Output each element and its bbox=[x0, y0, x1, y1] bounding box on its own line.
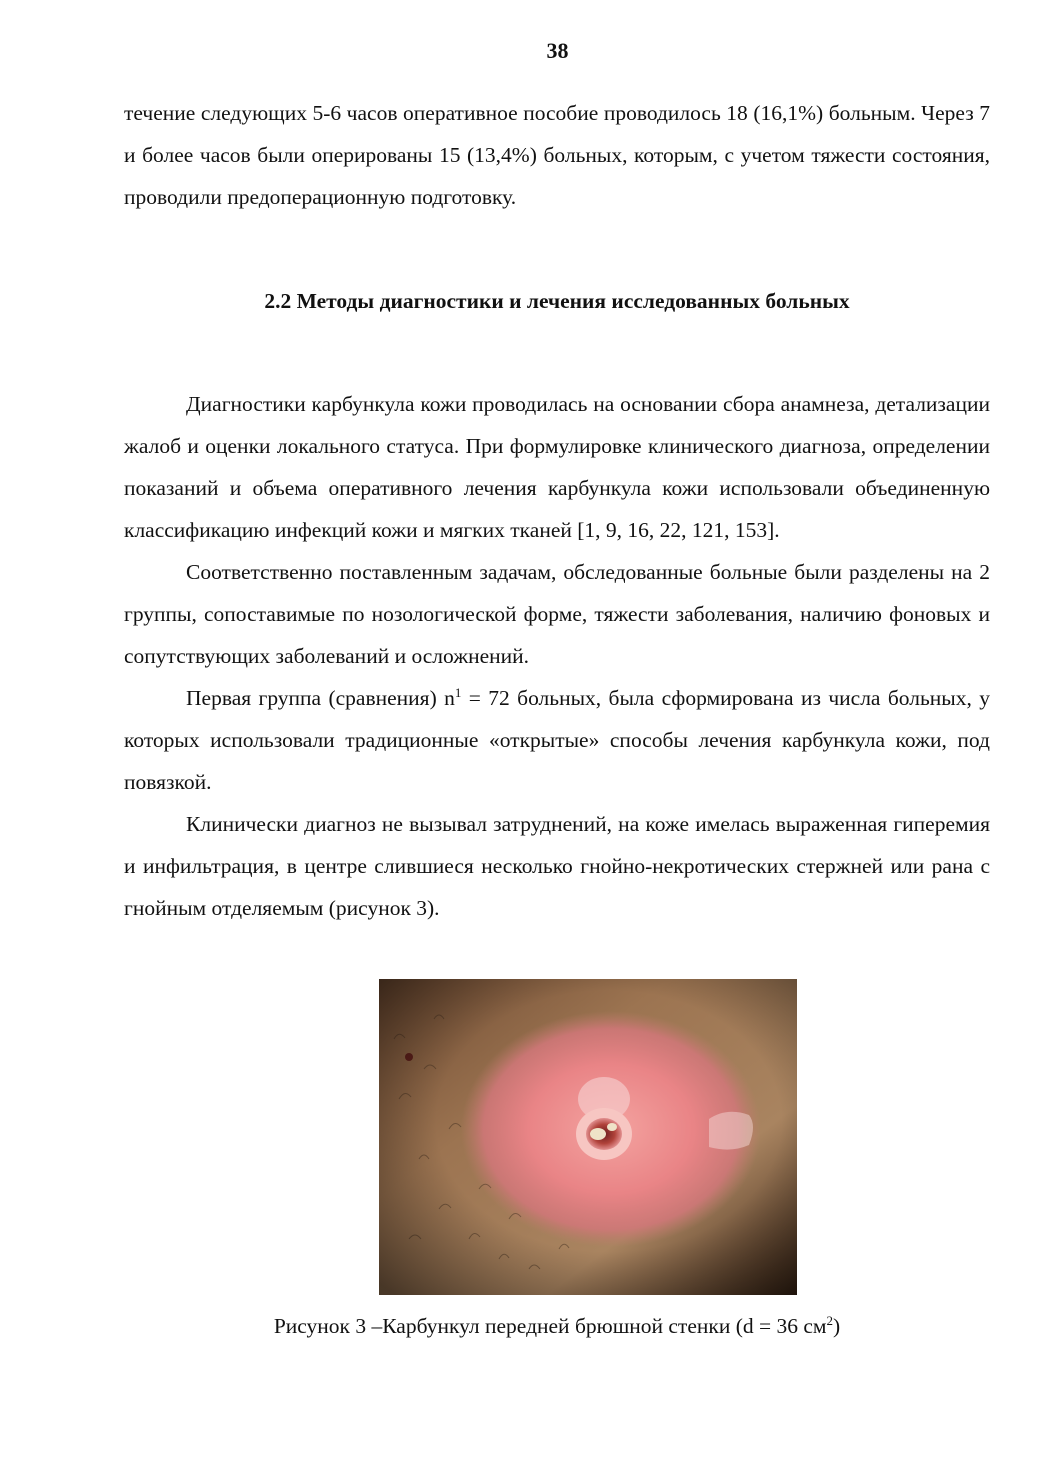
first-group-text-end: = 72 больных, была сформирована из числа больных, у которых использовали традиционные «открытые» способы лечения карбункула кожи, под повязкой. bbox=[124, 686, 990, 794]
caption-text: Рисунок 3 –Карбункул передней брюшной стенки (d = 36 см bbox=[273, 1314, 827, 1338]
first-group-superscript: 1 bbox=[454, 684, 462, 700]
section-heading: 2.2 Методы диагностики и лечения исследованных больных bbox=[264, 289, 850, 313]
intro-text: течение следующих 5-6 часов оперативное пособие проводилось 18 (16,1%) больным. Через 7 и более часов были оперированы 15 (13,4%) больных, которым, с учетом тяжести состояния, проводили предоперационную подготовку. bbox=[124, 101, 990, 209]
paragraph-first-group bbox=[124, 677, 990, 803]
first-group-text-start: Первая группа (сравнения) n bbox=[186, 686, 455, 710]
caption-close: ) bbox=[833, 1314, 841, 1338]
paragraph-diagnostics: Диагностики карбункула кожи проводилась на основании сбора анамнеза, детализации жалоб и оценки локального статуса. При формулировке клинического диагноза, определении показаний и объема оперативного лечения карбункула кожи использовали объединенную классификацию инфекций кожи и мягких тканей [1, 9, 16, 22, 121, 153]. bbox=[124, 392, 990, 542]
paragraph-clinical: Клинически диагноз не вызывал затруднений, на коже имелась выраженная гиперемия и инфильтрация, в центре слившиеся несколько гнойно-некротических стержней или рана с гнойным отделяемым (рисунок 3). bbox=[124, 812, 990, 920]
caption-superscript: 2 bbox=[826, 1312, 834, 1328]
page-number: 38 bbox=[546, 38, 569, 63]
body-text bbox=[124, 383, 990, 929]
intro-paragraph bbox=[124, 92, 990, 218]
carbuncle-photo bbox=[379, 979, 797, 1295]
paragraph-groups: Соответственно поставленным задачам, обследованные больные были разделены на 2 группы, сопоставимые по нозологической форме, тяжести заболевания, наличию фоновых и сопутствующих заболеваний и осложнений. bbox=[124, 560, 990, 668]
figure-caption bbox=[124, 1310, 990, 1342]
